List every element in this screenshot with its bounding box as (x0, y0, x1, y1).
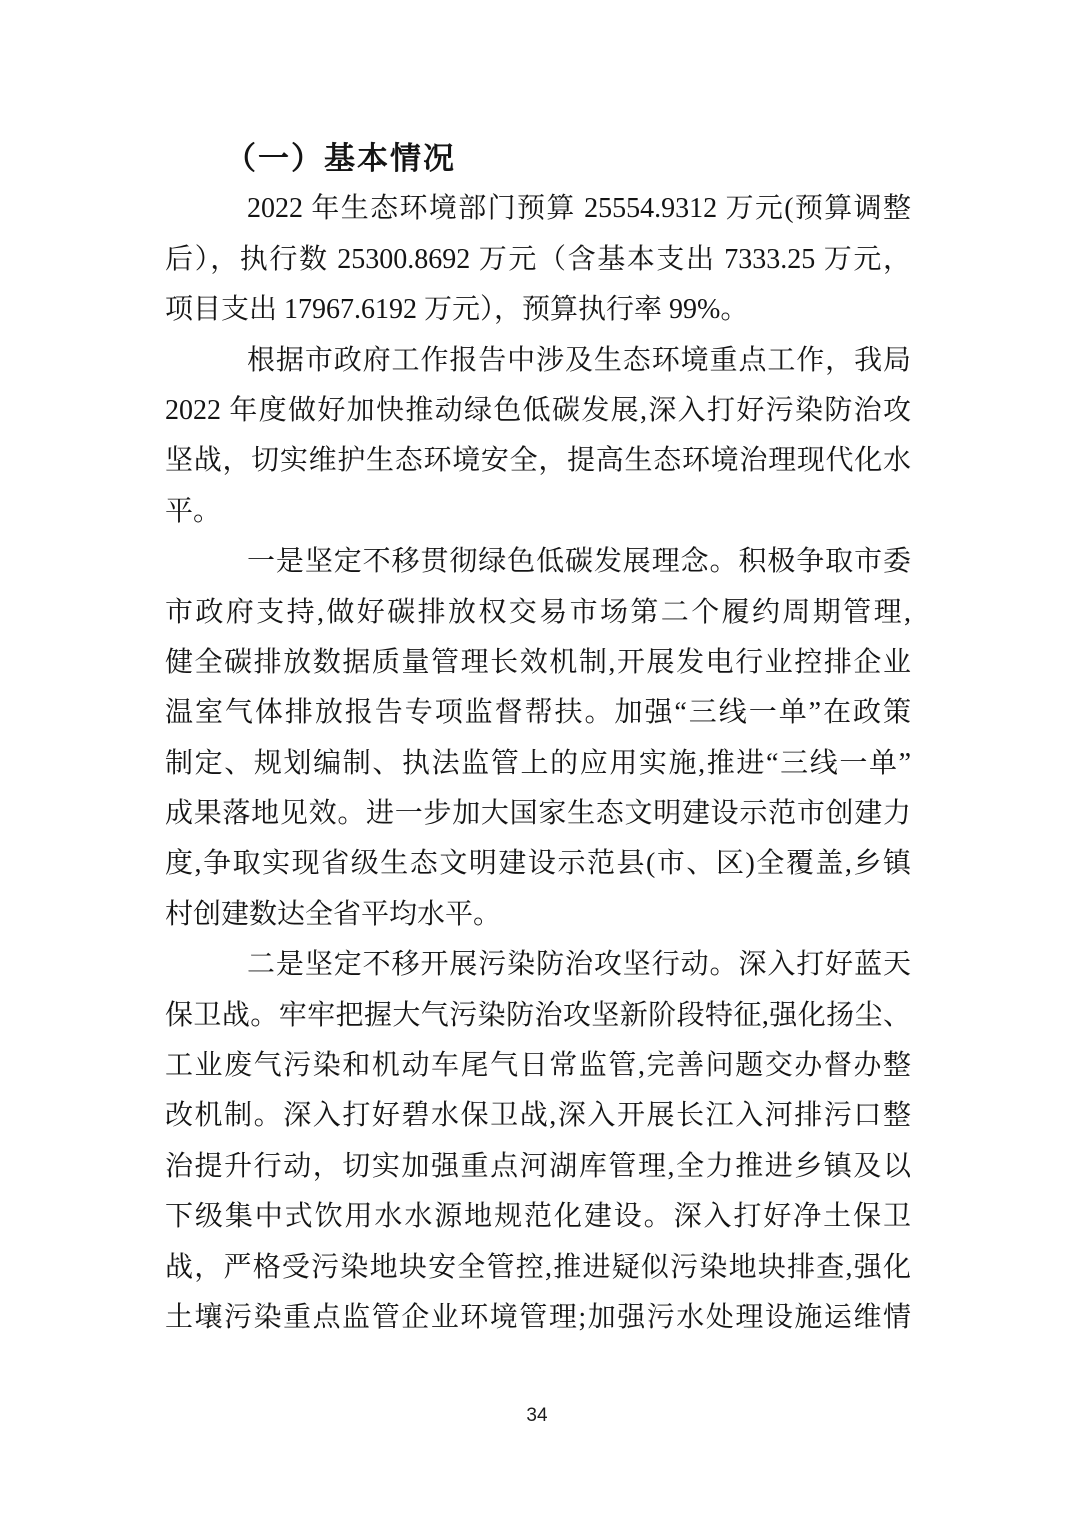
page-number: 34 (526, 1405, 548, 1426)
text-line: 村创建数达全省平均水平。 (165, 898, 502, 930)
text-line: 市政府支持,做好碳排放权交易市场第二个履约周期管理, (165, 596, 911, 628)
text-line: 度,争取实现省级生态文明建设示范县(市、区)全覆盖,乡镇 (165, 848, 911, 880)
text-line: 下级集中式饮用水水源地规范化建设。深入打好净土保卫 (165, 1201, 911, 1233)
text-line: 2022 年度做好加快推动绿色低碳发展,深入打好污染防治攻 (165, 394, 911, 426)
text-line: 制定、规划编制、执法监管上的应用实施,推进“三线一单” (165, 747, 911, 779)
text-line: 改机制。深入打好碧水保卫战,深入开展长江入河排污口整 (165, 1100, 911, 1132)
text-line: 二是坚定不移开展污染防治攻坚行动。深入打好蓝天 (247, 949, 911, 981)
text-line: 一是坚定不移贯彻绿色低碳发展理念。积极争取市委 (247, 546, 911, 578)
text-line: 平。 (165, 495, 222, 527)
text-line: 坚战，切实维护生态环境安全，提高生态环境治理现代化水 (165, 445, 911, 477)
text-line: 2022 年生态环境部门预算 25554.9312 万元(预算调整 (247, 193, 911, 225)
text-line: 温室气体排放报告专项监督帮扶。加强“三线一单”在政策 (165, 697, 911, 729)
text-line: 治提升行动，切实加强重点河湖库管理,全力推进乡镇及以 (165, 1150, 911, 1182)
paragraphs-container (165, 184, 911, 1343)
text-line: 成果落地见效。进一步加大国家生态文明建设示范市创建力 (165, 798, 911, 830)
text-line: 健全碳排放数据质量管理长效机制,开展发电行业控排企业 (165, 646, 911, 678)
para-pollution-control (165, 940, 911, 1343)
text-line: 根据市政府工作报告中涉及生态环境重点工作，我局 (247, 344, 911, 376)
text-line: 保卫战。牢牢把握大气污染防治攻坚新阶段特征,强化扬尘、 (165, 999, 911, 1031)
para-green-low-carbon (165, 537, 911, 940)
text-line: 后），执行数 25300.8692 万元（含基本支出 7333.25 万元， (165, 243, 911, 275)
text-line: 土壤污染重点监管企业环境管理;加强污水处理设施运维情 (165, 1301, 911, 1333)
text-line: 工业废气污染和机动车尾气日常监管,完善问题交办督办整 (165, 1050, 911, 1082)
para-budget-overview (165, 184, 911, 335)
text-line: 战，严格受污染地块安全管控,推进疑似污染地块排查,强化 (165, 1251, 911, 1283)
para-key-tasks (165, 336, 911, 538)
section-heading: （一）基本情况 (225, 141, 456, 176)
document-body (165, 134, 911, 1343)
text-line: 项目支出 17967.6192 万元），预算执行率 99%。 (165, 294, 749, 326)
